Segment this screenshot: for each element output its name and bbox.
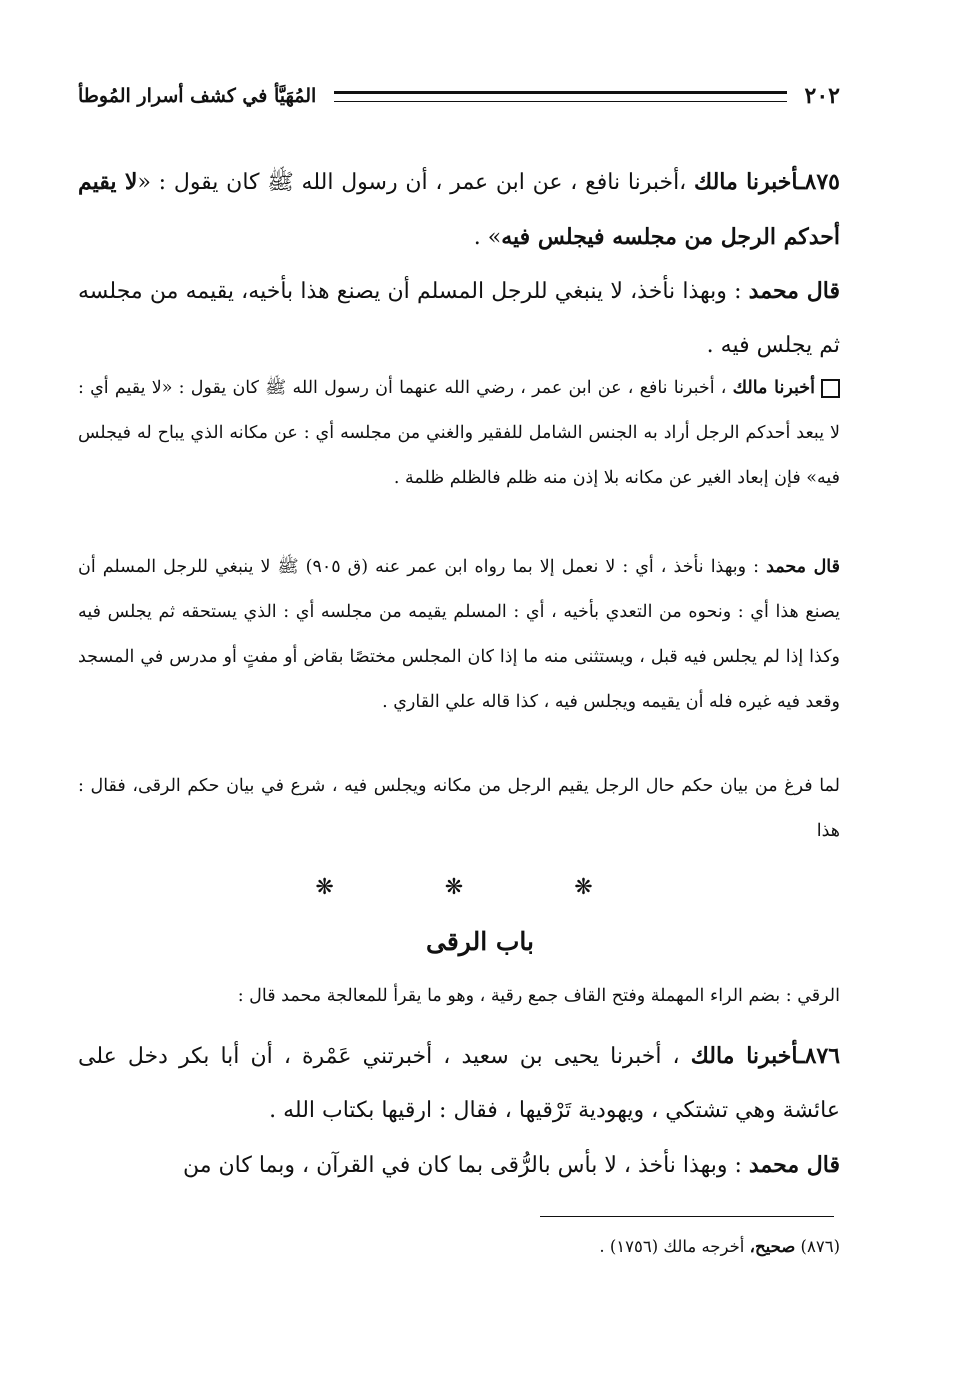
footnote-grade: صحيح، (749, 1237, 796, 1256)
sharh-text: لما فرغ من بيان حكم حال الرجل يقيم الرجل من مكانه ويجلس فيه ، شرع في بيان حكم الرقى، فقال : هذا (78, 776, 840, 841)
qala-text: : وبهذا نأخذ ، لا بأس بالرُّقى بما كان في القرآن ، وبما كان من (182, 1153, 742, 1178)
section-separator: ❋ ❋ ❋ (315, 875, 645, 900)
hadith-text: ، أخبرنا يحيى بن سعيد ، أخبرتني عَمْرة ، أن أبا بكر دخل على عائشة وهي تشتكي ، ويهودية تَرْقيها ، فقال : ارقيها بكتاب الله . (78, 1044, 840, 1123)
sharh-text: ، أخبرنا نافع ، عن ابن عمر ، رضي الله عنهما أن رسول الله ﷺ كان يقول : «لا يقيم أي : لا يبعد أحدكم الرجل أراد به الجنس الشامل للفقير والغني من مجلسه أي : عن مكانه الذي يباح له فيجلس فيه» فإن إبعاد الغير عن مكانه بلا إذن منه ظلم فالظلم ظلمة . (78, 378, 840, 488)
chapter-title: باب الرقى (426, 927, 534, 956)
hadith-end: » . (473, 225, 502, 250)
square-marker-icon (821, 379, 840, 398)
hadith-narrator: أخبرنا مالك (690, 1043, 799, 1069)
qala-text: : وبهذا نأخذ، لا ينبغي للرجل المسلم أن يصنع هذا بأخيه، يقيمه من مجلسه ثم يجلس فيه . (78, 279, 840, 358)
chapter-intro: الرقي : بضم الراء المهملة وفتح القاف جمع رقية ، وهو ما يقرأ للمعالجة محمد قال : (237, 986, 840, 1006)
hadith-876 (78, 1029, 840, 1138)
footnote-ref: (٨٧٦) (800, 1237, 840, 1256)
hadith-quote: لا يقيم أحدكم الرجل من مجلسه فيجلس فيه (78, 169, 840, 250)
footnote-rule (540, 1216, 834, 1217)
qala-label: قال محمد (748, 278, 840, 304)
hadith-875 (78, 155, 840, 265)
hadith-text: ،أخبرنا نافع ، عن ابن عمر ، أن رسول الله ﷺ كان يقول : « (137, 170, 687, 195)
qala-muhammad-1 (78, 264, 840, 373)
hadith-number: ٨٧٦ـ (798, 1043, 841, 1069)
qala-muhammad-2 (78, 1138, 840, 1193)
footnote (78, 1237, 840, 1256)
qala-label: قال محمد (748, 1152, 840, 1178)
page-header (78, 78, 840, 114)
sharh-paragraph-3 (78, 764, 840, 854)
hadith-number: ٨٧٥ـ (798, 169, 840, 195)
hadith-narrator: أخبرنا مالك (694, 169, 799, 195)
sharh-paragraph-2 (78, 545, 840, 725)
book-title: المُهَيَّأ في كشف أسرار المُوطأ (78, 85, 317, 107)
sharh-text: : وبهذا نأخذ ، أي : لا نعمل إلا بما رواه ابن عمر عنه (ق ٩٠٥) ﷺ لا ينبغي للرجل المسلم أن يصنع هذا أي : ونحوه من التعدي بأخيه ، أي : المسلم يقيمه من مجلسه أي : الذي يستحقه ثم يجلس فيه وكذا إذا لم يجلس فيه قبل ، ويستثنى منه ما إذا كان المجلس مختصًا بقاض أو مفتٍ أو مدرس في المسجد وقعد فيه غيره فله أن يقيمه ويجلس فيه ، كذا قاله علي القاري . (78, 557, 840, 712)
footnote-text: أخرجه مالك (١٧٥٦) . (599, 1237, 745, 1256)
sharh-narrator: أخبرنا مالك (732, 378, 815, 398)
sharh-label: قال محمد (766, 557, 840, 577)
header-rule (334, 91, 786, 102)
page-number: ٢٠٢ (804, 83, 840, 109)
sharh-paragraph-1 (78, 366, 840, 501)
